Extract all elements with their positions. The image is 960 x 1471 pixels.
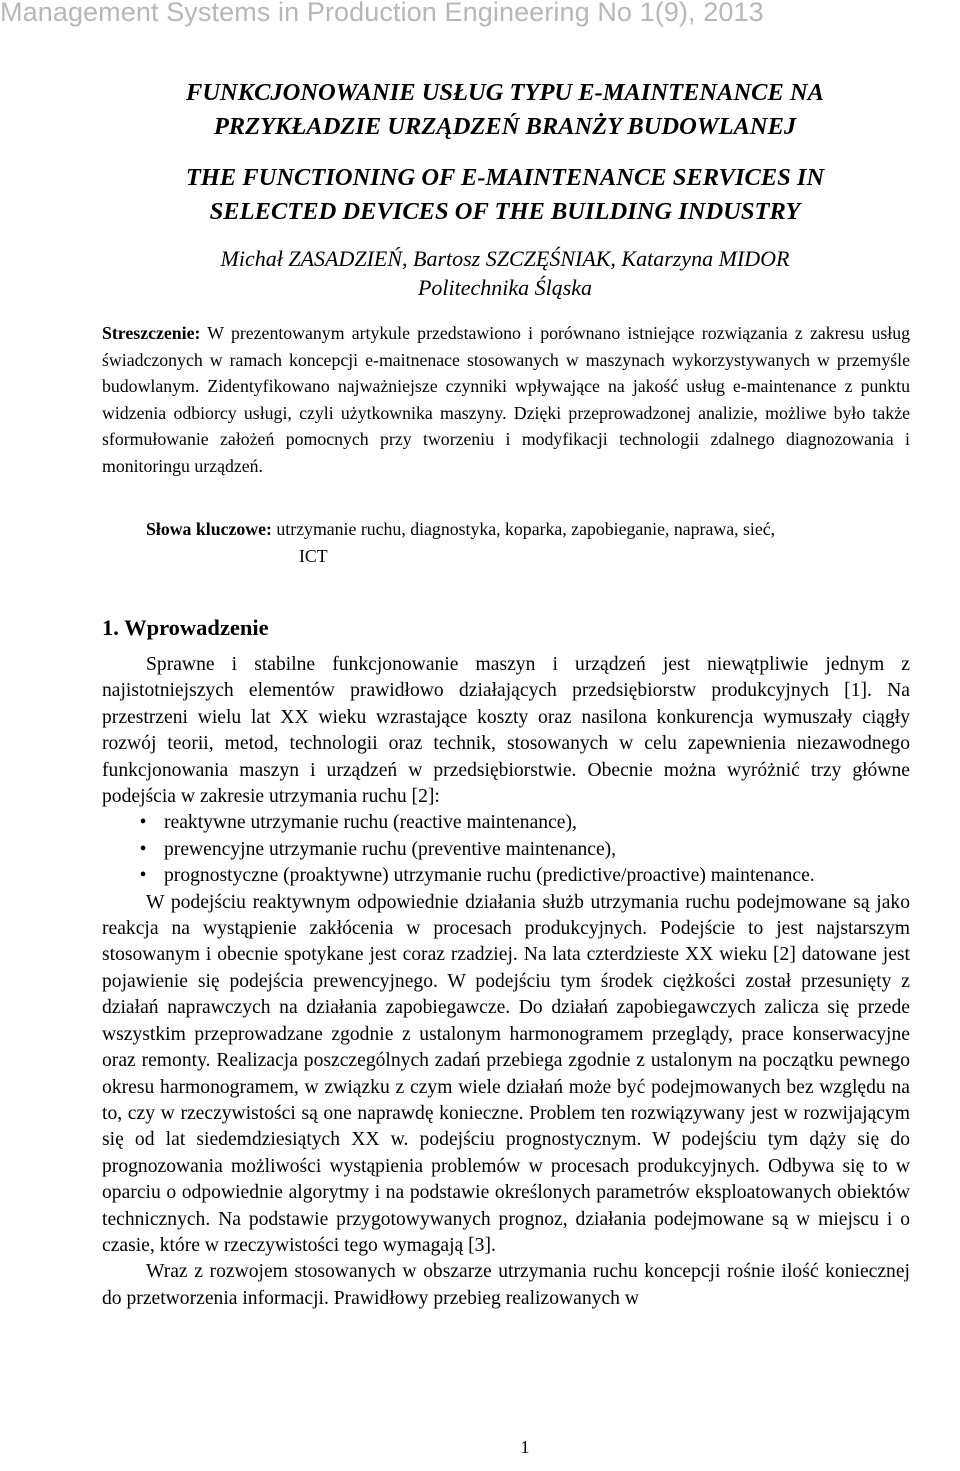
list-item — [102, 837, 910, 863]
list-item — [102, 863, 910, 889]
list-item — [102, 810, 910, 836]
paper-title-english-line-2: SELECTED DEVICES OF THE BUILDING INDUSTRY — [209, 198, 801, 225]
bullet-icon: • — [139, 812, 147, 834]
body-paragraph-2: W podejściu reaktywnym odpowiednie działania służb utrzymania ruchu podejmowane są jako reakcja na wystąpienie zakłócenia w procesach produkcyjnych. Podejście to jest najstarszym stosowanym i obecnie spotykane jest coraz rzadziej. Na lata czterdzieste XX wieku [2] datowane jest pojawienie się podejścia prewencyjnego. W podejściu tym środek ciężkości został przesunięty z działań naprawczych na działania zapobiegawcze. Do działań zapobiegawczych zalicza się przede wszystkim przeprowadzane zgodnie z ustalonym harmonogramem przeglądy, prace konserwacyjne oraz remonty. Realizacja poszczególnych zadań przebiega zgodnie z ustalonym na początku pewnego okresu harmonogramem, w związku z czym wiele działań może być podejmowanych bez względu na to, czy w rzeczywistości są one naprawdę konieczne. Problem ten rozwiązywany jest w rozwijającym się od lat siedemdziesiątych XX w. podejściu prognostycznym. W podejściu tym dąży się do prognozowania możliwości wystąpienia problemów w procesach produkcyjnych. Odbywa się to w oparciu o odpowiednie algorytmy i na podstawie określonych parametrów eksploatowanych obiektów technicznych. Na podstawie przygotowywanych prognoz, działania podejmowane są w miejscu i o czasie, które w rzeczywistości tego wymagają [3]. — [102, 891, 910, 1256]
list-item-text: prewencyjne utrzymanie ruchu (preventive maintenance), — [164, 838, 617, 860]
bullet-icon: • — [139, 865, 147, 887]
body-paragraph-3: Wraz z rozwojem stosowanych w obszarze utrzymania ruchu koncepcji rośnie ilość koniecznej do przetworzenia informacji. Prawidłowy przebieg realizowanych w — [102, 1261, 910, 1309]
page-number: 1 — [520, 1437, 530, 1457]
section-heading: 1. Wprowadzenie — [102, 615, 269, 640]
approaches-list — [102, 810, 910, 889]
paper-title-polish — [100, 76, 910, 144]
running-header: Management Systems in Production Engineering No 1(9), 2013 — [0, 0, 764, 27]
abstract-text: W prezentowanym artykule przedstawiono i porównano istniejące rozwiązania z zakresu usług świadczonych w ramach koncepcji e-maitnenace stosowanych w maszynach wykorzystywanych w przemyśle budowlanym. Zidentyfikowano najważniejsze czynniki wpływające na jakość usług e-maintenance z punktu widzenia odbiorcy usługi, czyli użytkownika maszyny. Dzięki przeprowadzonej analizie, możliwe było także sformułowanie założeń pomocnych przy tworzeniu i modyfikacji technologii zdalnego diagnozowania i monitoringu urządzeń. — [102, 323, 911, 476]
abstract — [102, 320, 910, 480]
keywords — [146, 516, 910, 569]
abstract-label: Streszczenie: — [102, 323, 201, 343]
list-item-text: prognostyczne (proaktywne) utrzymanie ruchu (predictive/proactive) maintenance. — [164, 865, 815, 887]
keywords-tail: ICT — [299, 545, 328, 566]
paper-title-polish-line-1: FUNKCJONOWANIE USŁUG TYPU E-MAINTENANCE NA — [186, 79, 824, 106]
affiliation: Politechnika Śląska — [417, 275, 593, 300]
keywords-label: Słowa kluczowe: — [146, 519, 272, 539]
keywords-text: utrzymanie ruchu, diagnostyka, koparka, zapobieganie, naprawa, sieć, — [276, 519, 776, 539]
author-names: Michał ZASADZIEŃ, Bartosz SZCZĘŚNIAK, Katarzyna MIDOR — [220, 246, 790, 271]
paper-title-polish-line-2: PRZYKŁADZIE URZĄDZEŃ BRANŻY BUDOWLANEJ — [213, 113, 797, 140]
section-body — [102, 652, 910, 1312]
list-item-text: reaktywne utrzymanie ruchu (reactive maintenance), — [164, 812, 577, 834]
bullet-icon: • — [139, 838, 147, 860]
paper-title-english-line-1: THE FUNCTIONING OF E-MAINTENANCE SERVICES IN — [185, 164, 825, 191]
author-block — [100, 244, 910, 302]
paper-title-english — [100, 161, 910, 229]
body-paragraph-1: Sprawne i stabilne funkcjonowanie maszyn i urządzeń jest niewątpliwie jednym z najistotniejszych elementów prawidłowo działających przedsiębiorstw produkcyjnych [1]. Na przestrzeni wielu lat XX wieku wzrastające koszty oraz nasilona konkurencja wymuszały ciągły rozwój teorii, metod, technologii oraz technik, stosowanych w celu zapewnienia niezawodnego funkcjonowania maszyn i urządzeń w przedsiębiorstwie. Obecnie można wyróżnić trzy główne podejścia w zakresie utrzymania ruchu [2]: — [102, 654, 910, 808]
